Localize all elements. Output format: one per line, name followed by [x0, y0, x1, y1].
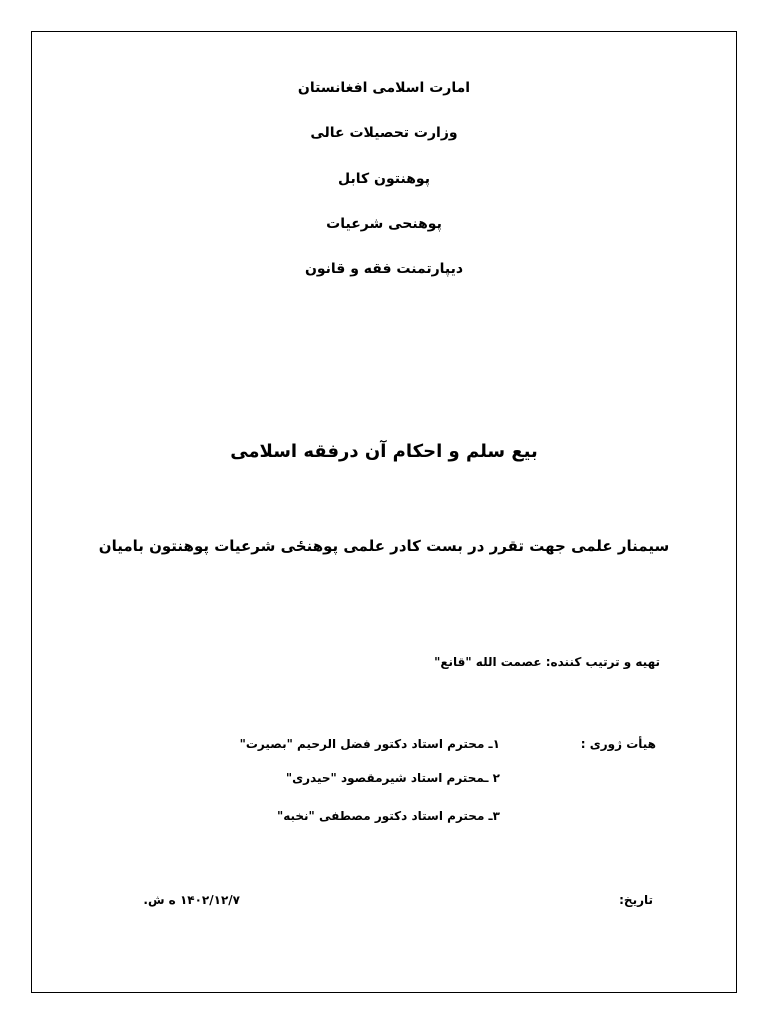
header-line-university: پوهنتون کابل: [338, 171, 430, 187]
jury-label: هیأت ژوری :: [580, 737, 656, 751]
jury-member-2: ۲ ـمحترم استاد شیرمقصود "حیدری": [285, 771, 500, 785]
header-line-ministry: وزارت تحصیلات عالی: [310, 125, 458, 141]
document-title: بیع سلم و احکام آن درفقه اسلامی: [230, 441, 538, 462]
header-line-department: دیپارتمنت فقه و قانون: [304, 261, 464, 277]
header-line-emirate: امارت اسلامی افغانستان: [297, 80, 471, 96]
jury-member-3: ۳ـ محترم استاد دکتور مصطفی "نخبه": [276, 809, 500, 823]
preparer-line: تهیه و ترتیب کننده: عصمت الله "قانع": [434, 655, 660, 669]
date-value: ۱۴۰۲/۱۲/۷ ه ش.: [143, 893, 240, 907]
document-subtitle: سیمنار علمی جهت تقرر در بست کادر علمی پوهنځی شرعیات پوهنتون بامیان: [98, 537, 670, 555]
jury-member-1: ۱ـ محترم استاد دکتور فضل الرحیم "بصیرت": [239, 737, 500, 751]
date-label: تاریخ:: [619, 893, 653, 907]
header-line-faculty: پوهنحی شرعیات: [326, 216, 442, 232]
